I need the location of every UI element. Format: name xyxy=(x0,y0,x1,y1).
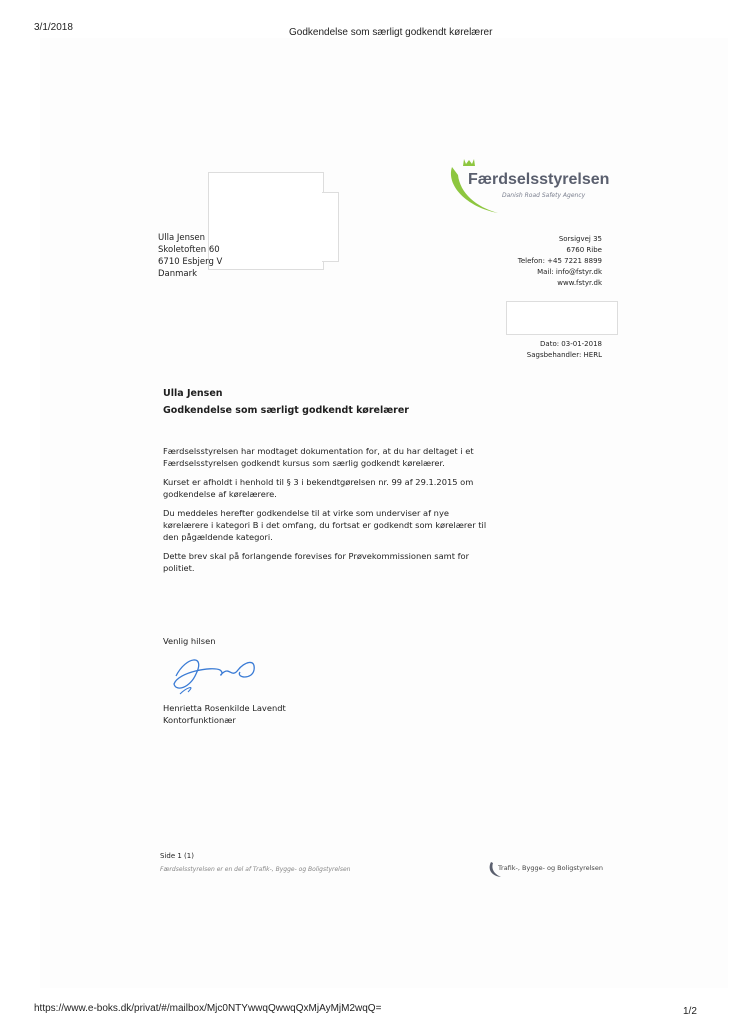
signer-title: Kontorfunktionær xyxy=(163,715,236,725)
footer-note: Færdselsstyrelsen er en del af Trafik-, Bygge- og Boligstyrelsen xyxy=(160,866,351,873)
signer-block xyxy=(163,702,286,726)
sender-city: 6760 Ribe xyxy=(566,246,602,254)
body-paragraph: Kurset er afholdt i henhold til § 3 i bekendtgørelsen nr. 99 af 29.1.2015 om godkendelse af kørelærere. xyxy=(163,477,474,499)
sender-street: Sorsigvej 35 xyxy=(558,235,602,243)
recipient-line: Skoletoften 60 xyxy=(158,245,220,255)
redaction-strip xyxy=(506,301,618,335)
signature-scribble-icon xyxy=(166,648,266,700)
signer-name: Henrietta Rosenkilde Lavendt xyxy=(163,703,286,713)
addressee-name: Ulla Jensen xyxy=(163,388,223,399)
recipient-address xyxy=(158,232,222,280)
letter-body xyxy=(163,445,493,581)
page-number: Side 1 (1) xyxy=(160,852,194,860)
parent-logo-name: Trafik-, Bygge- og Boligstyrelsen xyxy=(498,864,603,872)
logo-name: Færdselsstyrelsen xyxy=(468,171,610,188)
sender-phone: Telefon: +45 7221 8899 xyxy=(517,257,602,265)
print-date: 3/1/2018 xyxy=(34,22,73,33)
recipient-line: 6710 Esbjerg V xyxy=(158,257,223,267)
letter-subject: Godkendelse som særligt godkendt kørelærer xyxy=(163,405,409,416)
case-handler: Sagsbehandler: HERL xyxy=(526,351,602,359)
body-paragraph: Færdselsstyrelsen har modtaget dokumentation for, at du har deltaget i et Færdselsstyrelsen godkendt kursus som særlig godkendt kørelærer. xyxy=(163,446,474,468)
print-url: https://www.e-boks.dk/privat/#/mailbox/Mjc0NTYwwqQwwqQxMjAyMjM2wqQ= xyxy=(34,1003,382,1014)
sender-web: www.fstyr.dk xyxy=(557,279,602,287)
logo-tagline: Danish Road Safety Agency xyxy=(502,192,586,199)
recipient-line: Danmark xyxy=(158,269,198,279)
closing: Venlig hilsen xyxy=(163,636,216,646)
body-paragraph: Du meddeles herefter godkendelse til at virke som underviser af nye kørelærere i kategori B i det omfang, du fortsat er godkendt som kørelærer til den pågældende kategori. xyxy=(163,508,487,542)
print-page: 1/2 xyxy=(683,1006,697,1017)
body-paragraph: Dette brev skal på forlangende forevises for Prøvekommissionen samt for politiet. xyxy=(163,551,470,573)
parent-agency-logo xyxy=(488,860,608,882)
letter-date: Dato: 03-01-2018 xyxy=(540,340,602,348)
agency-logo xyxy=(446,155,616,215)
print-title: Godkendelse som særligt godkendt kørelærer xyxy=(289,27,493,38)
sender-block xyxy=(470,234,602,289)
redaction-box-tab xyxy=(322,192,339,262)
date-block xyxy=(470,339,602,361)
letter-heading xyxy=(163,385,409,419)
redaction-box xyxy=(208,172,324,270)
handwritten-signature xyxy=(166,648,266,700)
recipient-line: Ulla Jensen xyxy=(158,233,206,243)
sender-mail: Mail: info@fstyr.dk xyxy=(537,268,602,276)
